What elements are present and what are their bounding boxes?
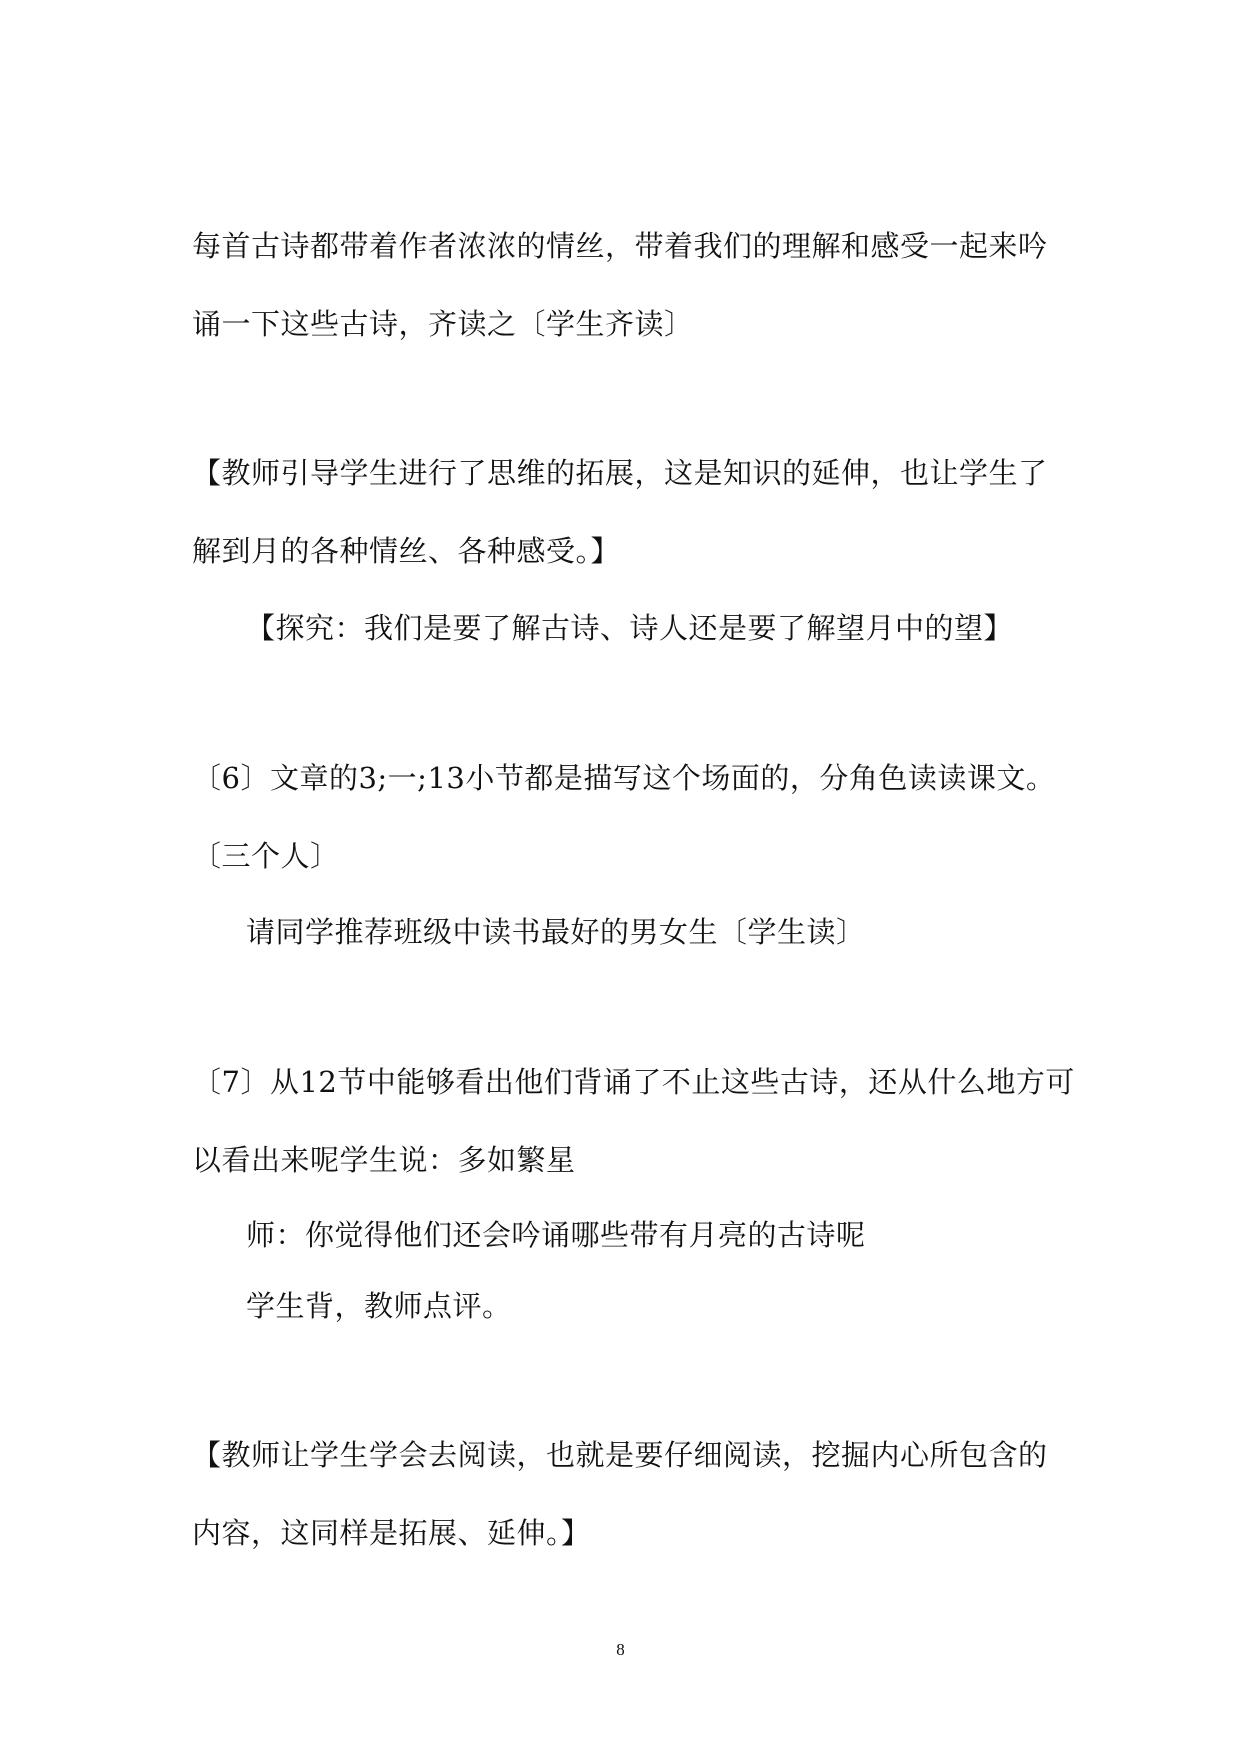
annotation-line: 内容，这同样是拓展、延伸。】 [192,1516,591,1550]
paragraph-line: 请同学推荐班级中读书最好的男女生〔学生读〕 [246,915,866,949]
annotation-line: 【教师让学生学会去阅读，也就是要仔细阅读，挖掘内心所包含的 [192,1438,1048,1472]
paragraph-line: 学生背，教师点评。 [246,1289,512,1323]
paragraph-line: 〔6〕文章的3;一;13小节都是描写这个场面的，分角色读读课文。 [192,761,1056,795]
paragraph-line: 诵一下这些古诗，齐读之〔学生齐读〕 [192,307,694,341]
paragraph-line: 师：你觉得他们还会吟诵哪些带有月亮的古诗呢 [246,1218,866,1252]
paragraph-line: 以看出来呢学生说：多如繁星 [192,1143,576,1177]
annotation-line: 解到月的各种情丝、各种感受。】 [192,534,621,568]
paragraph-line: 〔三个人〕 [192,839,340,873]
inquiry-line: 【探究：我们是要了解古诗、诗人还是要了解望月中的望】 [246,611,1014,645]
paragraph-line: 〔7〕从12节中能够看出他们背诵了不止这些古诗，还从什么地方可 [192,1065,1075,1099]
paragraph-line: 每首古诗都带着作者浓浓的情丝，带着我们的理解和感受一起来吟 [192,229,1048,263]
annotation-line: 【教师引导学生进行了思维的拓展，这是知识的延伸，也让学生了 [192,456,1048,490]
page-number: 8 [616,1640,625,1659]
